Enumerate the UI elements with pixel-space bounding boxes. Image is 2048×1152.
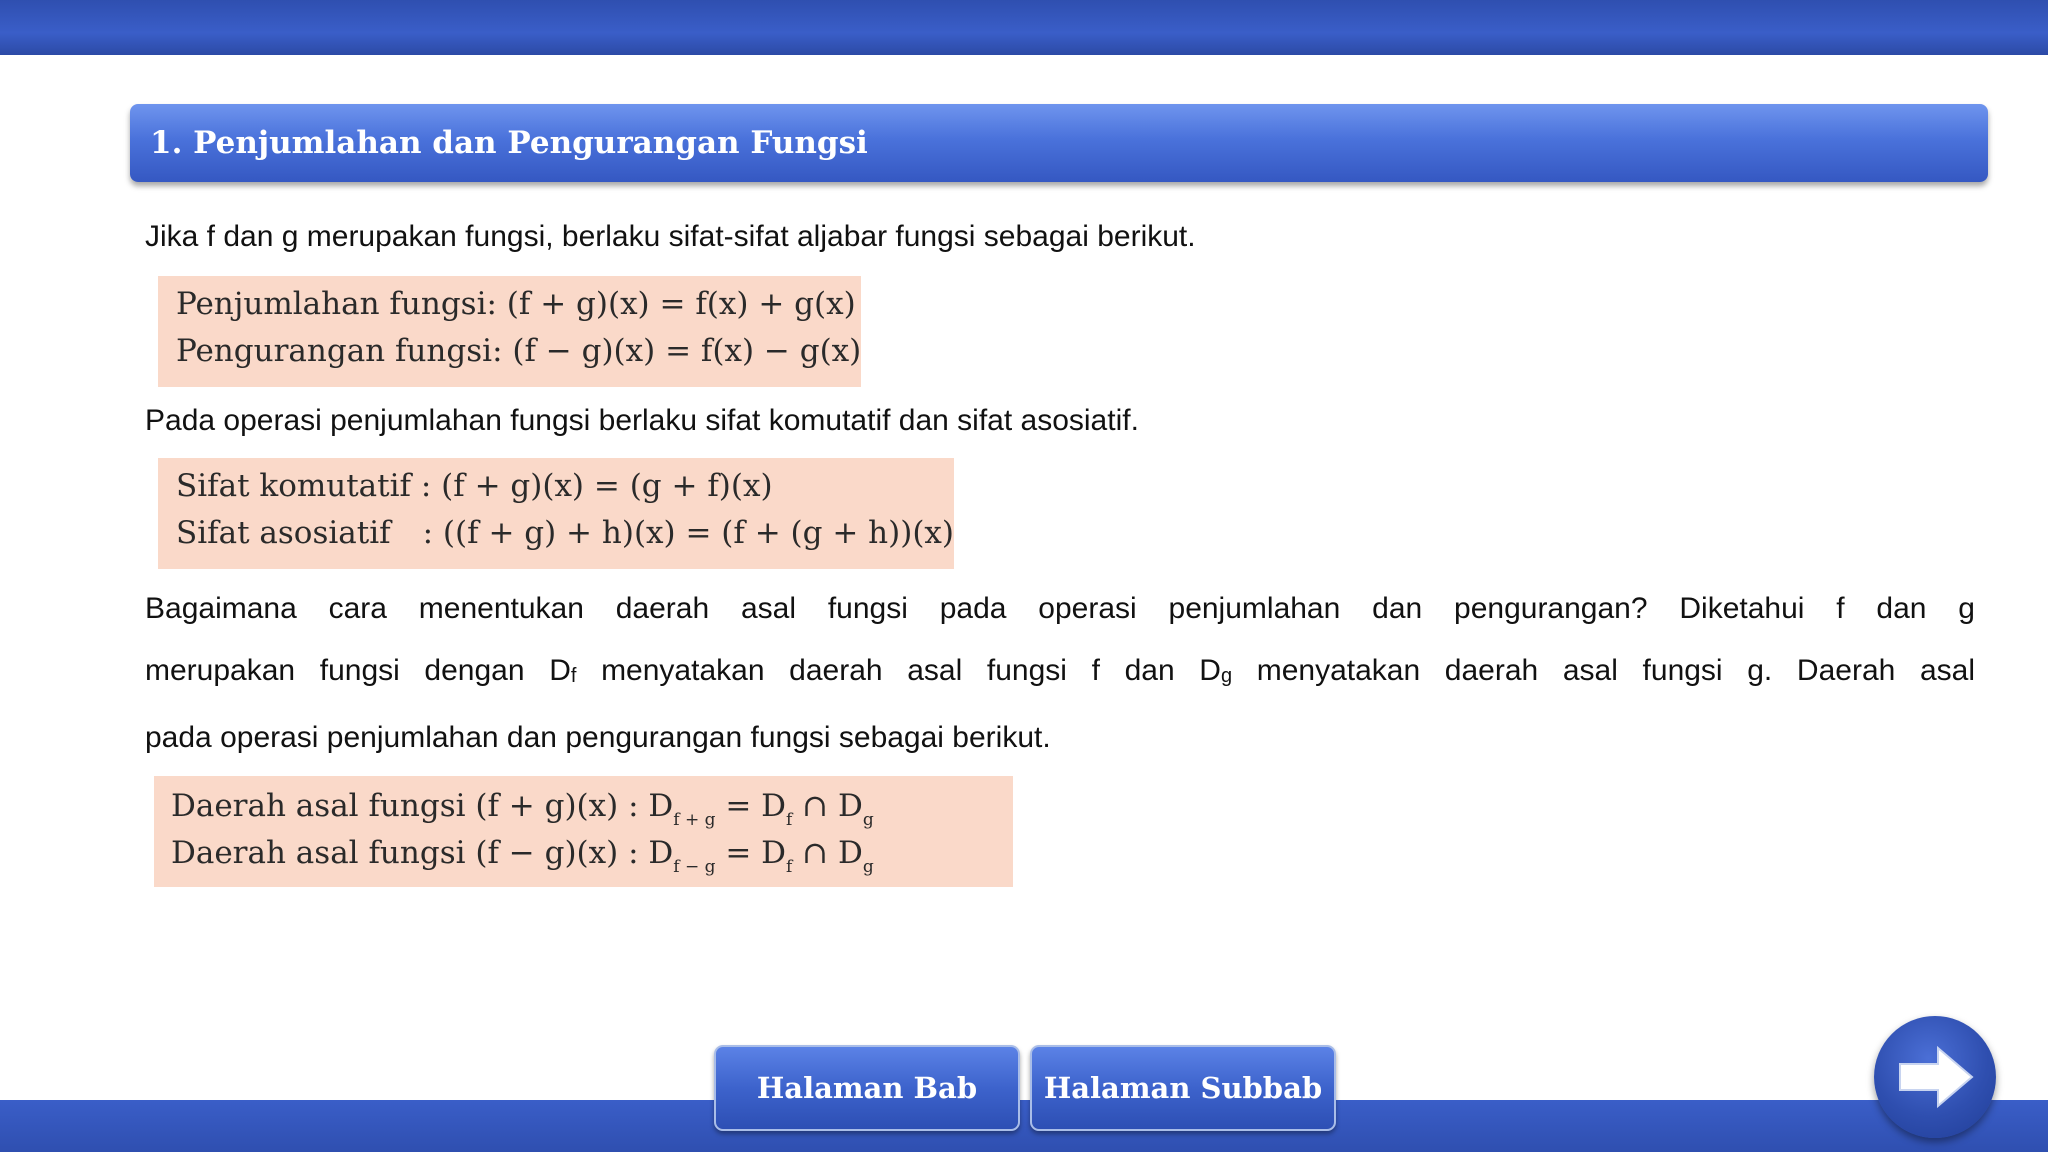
formula-box-addition-subtraction — [158, 276, 861, 387]
domain-line-2-a: merupakan fungsi dengan D — [145, 654, 571, 687]
bottom-bar — [0, 1100, 2048, 1152]
subchapter-page-label: Halaman Subbab — [1043, 1071, 1323, 1105]
associative-formula: : ((f + g) + h)(x) = (f + (g + h))(x) — [422, 515, 954, 551]
domain-line-1: Bagaimana cara menentukan daerah asal fungsi pada operasi penjumlahan dan pengurangan? Diketahui f dan g — [145, 592, 1975, 625]
domain-sum-b: = D — [715, 788, 787, 824]
formula-addition: Penjumlahan fungsi: (f + g)(x) = f(x) + g(x) — [176, 286, 856, 322]
properties-intro-text: Pada operasi penjumlahan fungsi berlaku sifat komutatif dan sifat asosiatif. — [145, 404, 1139, 437]
domain-diff-sub-1: f − g — [673, 857, 716, 877]
subscript-g: g — [1220, 665, 1233, 687]
formula-box-properties — [158, 458, 954, 569]
formula-domain-difference — [171, 835, 874, 877]
section-title: 1. Penjumlahan dan Pengurangan Fungsi — [150, 125, 868, 161]
subchapter-page-button[interactable] — [1030, 1045, 1336, 1131]
domain-diff-b: = D — [715, 835, 787, 871]
formula-subtraction: Pengurangan fungsi: (f − g)(x) = f(x) − g(x) — [176, 333, 862, 369]
next-page-button[interactable] — [1874, 1016, 1996, 1138]
domain-diff-a: Daerah asal fungsi (f − g)(x) : D — [171, 835, 674, 871]
domain-line-3: pada operasi penjumlahan dan pengurangan fungsi sebagai berikut. — [145, 721, 1051, 754]
formula-domain-sum — [171, 788, 874, 830]
intro-text: Jika f dan g merupakan fungsi, berlaku sifat-sifat aljabar fungsi sebagai berikut. — [145, 220, 1196, 253]
chapter-page-button[interactable] — [714, 1045, 1020, 1131]
domain-sum-c: ∩ D — [792, 788, 863, 824]
domain-diff-c: ∩ D — [792, 835, 863, 871]
formula-box-domain — [154, 776, 1013, 887]
subscript-f: f — [570, 665, 577, 687]
domain-sum-sub-3: g — [862, 810, 874, 830]
domain-diff-sub-2: f — [786, 857, 793, 877]
section-header — [130, 104, 1988, 182]
domain-line-2 — [145, 640, 1975, 707]
domain-diff-sub-3: g — [862, 857, 874, 877]
formula-commutative: Sifat komutatif : (f + g)(x) = (g + f)(x) — [176, 468, 773, 504]
domain-sum-a: Daerah asal fungsi (f + g)(x) : D — [171, 788, 674, 824]
top-bar — [0, 0, 2048, 55]
domain-sum-sub-1: f + g — [673, 810, 716, 830]
associative-label: Sifat asosiatif — [176, 515, 391, 551]
domain-sum-sub-2: f — [786, 810, 793, 830]
domain-line-2-c: menyatakan daerah asal fungsi g. Daerah asal — [1232, 654, 1975, 687]
formula-associative — [176, 515, 954, 551]
arrow-right-icon — [1896, 1044, 1976, 1110]
chapter-page-label: Halaman Bab — [756, 1071, 978, 1105]
domain-explanation — [145, 578, 1975, 769]
domain-line-2-b: menyatakan daerah asal fungsi f dan D — [576, 654, 1221, 687]
